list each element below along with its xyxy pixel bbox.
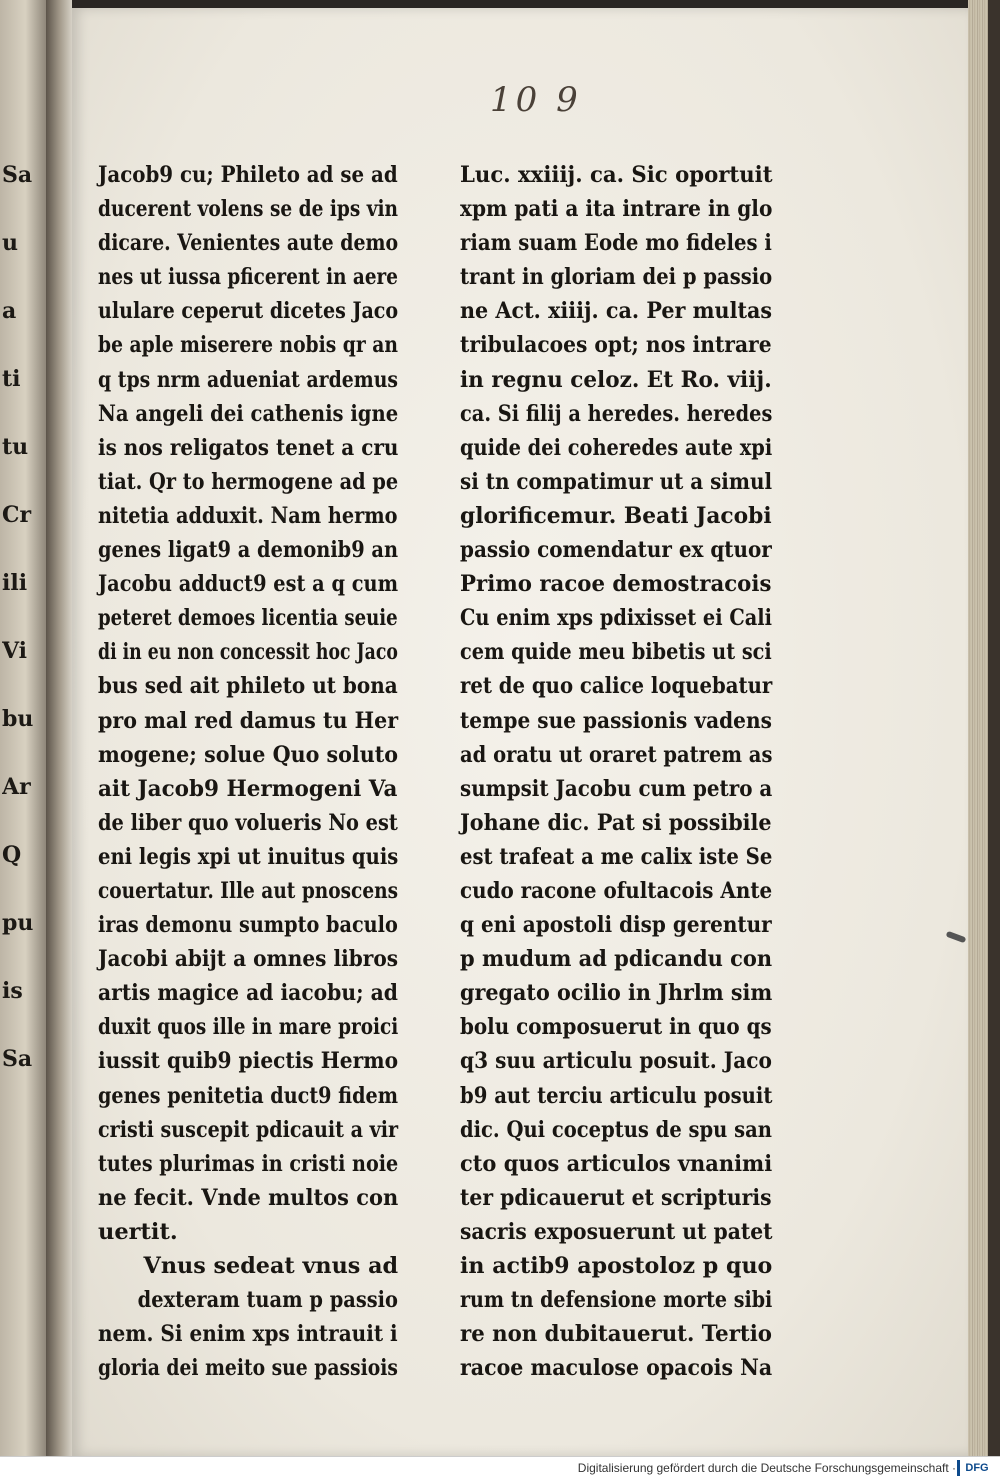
footer-bar: [0, 1456, 1000, 1479]
text-line: nem. Si enim xps intrauit i: [98, 1321, 398, 1348]
text-line: sacris exposuerunt ut patet: [460, 1218, 773, 1245]
facing-page-fragment: Ar: [2, 774, 31, 800]
text-line: cristi suscepit pdicauit a vir: [98, 1116, 399, 1143]
text-line: riam suam Eode mo fideles i: [460, 230, 772, 257]
text-line: q eni apostoli disp gerentur: [460, 912, 772, 939]
facing-page-fragment: a: [2, 298, 17, 324]
text-line: ne fecit. Vnde multos con: [98, 1184, 399, 1211]
text-line: eni legis xpi ut inuitus quis: [98, 843, 399, 870]
text-line: ait Jacob9 Hermogeni Va: [98, 775, 398, 802]
text-line: nitetia adduxit. Nam hermo: [98, 502, 398, 529]
text-line: de liber quo volueris No est: [98, 809, 398, 836]
text-line: pro mal red damus tu Her: [98, 707, 399, 734]
text-column-left: [98, 158, 398, 1385]
text-line: Jacobi abijt a omnes libros: [98, 946, 399, 973]
text-line: in regnu celoz. Et Ro. viij.: [460, 366, 772, 393]
facing-page-fragment: Q: [2, 842, 22, 868]
text-line: be aple miserere nobis qr an: [98, 332, 398, 359]
dfg-logo: DFG: [957, 1460, 994, 1476]
text-line: in actib9 apostoloz p quo: [460, 1253, 773, 1279]
text-line: nes ut iussa pficerent in aere: [98, 264, 398, 291]
facing-page-fragment: ili: [2, 570, 28, 596]
text-line: Na angeli dei cathenis igne: [98, 400, 399, 427]
text-line: xpm pati a ita intrare in glo: [460, 196, 773, 223]
text-line: tutes plurimas in cristi noie: [98, 1150, 399, 1177]
text-column-right: [460, 158, 772, 1385]
facing-page-fragment: bu: [2, 706, 34, 732]
text-line: ret de quo calice loquebatur: [460, 673, 773, 700]
text-line: bolu composuerut in quo qs: [460, 1014, 772, 1041]
text-line: gregato ocilio in Jhrlm sim: [460, 980, 773, 1007]
text-line: artis magice ad iacobu; ad: [98, 980, 398, 1007]
facing-page-fragment: pu: [2, 910, 34, 936]
text-line: duxit quos ille in mare proici: [98, 1014, 399, 1041]
text-line: ne Act. xiiij. ca. Per multas: [460, 298, 773, 325]
manuscript-page: [72, 8, 970, 1456]
text-line: b9 aut terciu articulu posuit: [460, 1082, 773, 1109]
text-line: Luc. xxiiij. ca. Sic oportuit: [460, 162, 773, 188]
text-line: cudo racone ofultacois Ante: [460, 877, 773, 904]
text-line: cem quide meu bibetis ut sci: [460, 639, 772, 666]
text-line: Johane dic. Pat si possibile: [460, 809, 772, 836]
text-line: rum tn defensione morte sibi: [460, 1287, 773, 1314]
facing-page-fragment: Sa: [2, 1046, 33, 1072]
text-line: est trafeat a me calix iste Se: [460, 843, 773, 870]
text-line: di in eu non concessit hoc Jaco: [98, 639, 398, 666]
facing-page-fragment: Sa: [2, 162, 33, 188]
text-line: glorificemur. Beati Jacobi: [460, 502, 772, 529]
text-line: Cu enim xps pdixisset ei Cali: [460, 605, 772, 632]
page-edges: [968, 0, 1000, 1456]
facing-page-fragment: ti: [2, 366, 21, 392]
text-line: iras demonu sumpto baculo: [98, 912, 398, 939]
text-line: dic. Qui coceptus de spu san: [460, 1116, 772, 1143]
text-line: q tps nrm adueniat ardemus: [98, 366, 399, 393]
funding-credit: Digitalisierung gefördert durch die Deutsche Forschungsgemeinschaft ·: [577, 1461, 956, 1475]
text-line: gloria dei meito sue passiois: [98, 1355, 398, 1382]
folio-number: 10 9: [490, 80, 582, 120]
text-line: uertit.: [98, 1218, 178, 1245]
text-line: si tn compatimur ut a simul: [460, 468, 773, 495]
facing-page-fragment: tu: [2, 434, 29, 460]
text-line: tempe sue passionis vadens: [460, 707, 772, 734]
text-line: peteret demoes licentia seuie: [98, 605, 398, 632]
facing-page-fragment: Vi: [2, 638, 28, 664]
text-line: Jacobu adduct9 est a q cum: [98, 571, 399, 598]
facing-page-fragment: u: [2, 230, 18, 256]
text-line: bus sed ait phileto ut bona: [98, 673, 398, 700]
text-line: is nos religatos tenet a cru: [98, 434, 399, 461]
text-line: dexteram tuam p passio: [137, 1287, 398, 1314]
text-line: Vnus sedeat vnus ad: [143, 1253, 399, 1279]
text-line: tiat. Qr to hermogene ad pe: [98, 468, 399, 495]
text-line: genes ligat9 a demonib9 an: [98, 537, 399, 564]
text-line: sumpsit Jacobu cum petro a: [460, 775, 773, 802]
text-line: mogene; solue Quo soluto: [98, 741, 399, 768]
text-line: racoe maculose opacois Na: [460, 1355, 773, 1382]
book-gutter: [46, 0, 72, 1456]
text-line: ululare ceperut dicetes Jaco: [98, 298, 399, 325]
text-line: couertatur. Ille aut pnoscens: [98, 877, 399, 904]
text-line: ad oratu ut oraret patrem as: [460, 741, 773, 768]
text-line: q3 suu articulu posuit. Jaco: [460, 1048, 772, 1075]
text-line: Jacob9 cu; Phileto ad se ad: [98, 162, 398, 188]
text-line: ducerent volens se de ips vin: [98, 196, 399, 223]
facing-page-fragment: Cr: [2, 502, 32, 528]
text-line: quide dei coheredes aute xpi: [460, 434, 773, 461]
text-line: ca. Si filij a heredes. heredes: [460, 400, 773, 427]
text-line: cto quos articulos vnanimi: [460, 1150, 773, 1177]
text-line: re non dubitauerut. Tertio: [460, 1321, 772, 1348]
text-line: p mudum ad pdicandu con: [460, 946, 773, 973]
text-line: Primo racoe demostracois: [460, 571, 772, 598]
text-line: passio comendatur ex qtuor: [460, 537, 772, 564]
text-line: ter pdicauerut et scripturis: [460, 1184, 772, 1211]
text-line: trant in gloriam dei p passio: [460, 264, 773, 291]
text-line: genes penitetia duct9 fidem: [98, 1082, 399, 1109]
text-line: tribulacoes opt; nos intrare: [460, 332, 772, 359]
facing-page-fragment: is: [2, 978, 23, 1004]
facing-page-edge: [0, 0, 46, 1456]
text-line: dicare. Venientes aute demo: [98, 230, 399, 257]
text-line: iussit quib9 piectis Hermo: [98, 1048, 399, 1075]
